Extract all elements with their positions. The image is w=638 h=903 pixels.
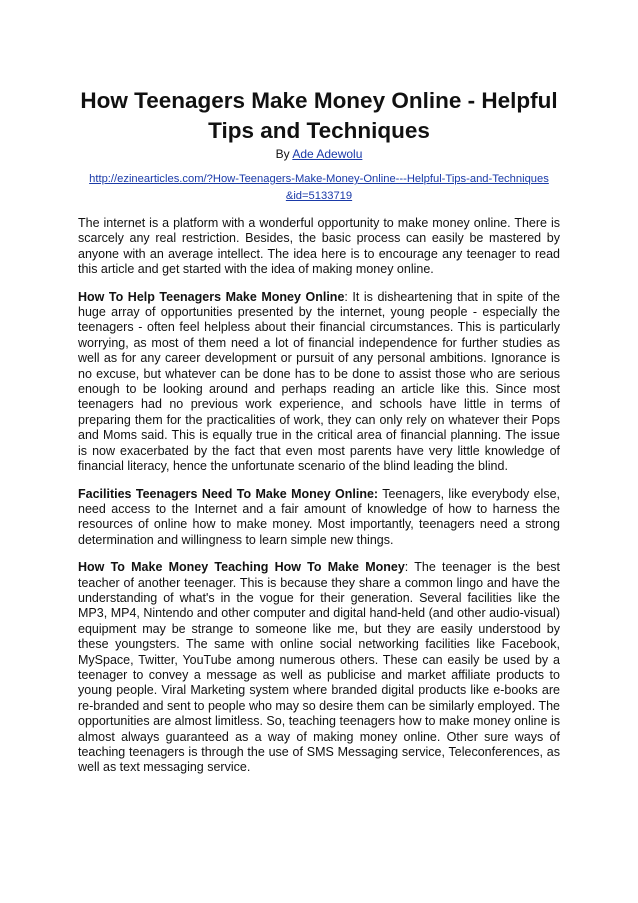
paragraph-text: : The teenager is the best teacher of another teenager. This is because they share a common lingo and have the understanding of what's in the vogue for their generation. Several facilities like the MP3, MP4, Nintendo and other computer and digital hand-held (and other audio-visual) equipment may be strange to someone like me, but they are easily understood by these youngsters. The same with online social networking facilities like Facebook, MySpace, Twitter, YouTube among numerous others. These can easily be used by a teenager to convey a message as well as publicise and market affiliate products to young people. Viral Marketing system where branded digital products like e-books are re-branded and sent to people who may so desire them can be similarly employed. The opportunities are almost limitless. So, teaching teenagers how to make money online is almost always guaranteed as a way of making money online. Other sure ways of teaching teenagers is through the use of SMS Messaging service, Teleconferences, as well as text messaging service. [78, 560, 560, 775]
intro-paragraph [78, 216, 560, 278]
help-teenagers-paragraph [78, 290, 560, 475]
byline-label: By [275, 147, 290, 161]
source-url-link[interactable]: http://ezinearticles.com/?How-Teenagers-Make-Money-Online---Helpful-Tips-and-Techniques&id=5133719 [89, 173, 549, 202]
author-link[interactable]: Ade Adewolu [292, 147, 363, 161]
paragraph-heading: How To Help Teenagers Make Money Online [78, 289, 345, 304]
article-title: How Teenagers Make Money Online - Helpful Tips and Techniques [80, 88, 558, 143]
teaching-paragraph [78, 560, 560, 776]
article-body [78, 216, 560, 788]
byline [0, 146, 638, 162]
paragraph-heading: Facilities Teenagers Need To Make Money Online: [78, 486, 379, 501]
facilities-paragraph [78, 487, 560, 549]
paragraph-heading: How To Make Money Teaching How To Make Money [78, 560, 405, 575]
paragraph-text: : It is disheartening that in spite of the huge array of opportunities presented by the internet, young people - especially the teenagers - often feel helpless about their financial circumstances. This is particularly worrying, as most of them need a lot of financial independence for further studies as well as for any career development or pursuit of any personal ambitions. Ignorance is no excuse, but whatever can be done has to be done to assist those who are serious enough to be looking around and perhaps reading an article like this. Since most teenagers had no previous work experience, and schools have little in terms of preparing them for the practicalities of work, they can only rely on whatever their Pops and Moms said. This is equally true in the critical area of financial planning. The issue is now exacerbated by the fact that even most parents have very little knowledge of financial literacy, hence the unfortunate scenario of the blind leading the blind. [78, 289, 560, 474]
paragraph-text: Teenagers, like everybody else, need access to the Internet and a fair amount of knowledge of how to harness the resources of online how to make money. Most importantly, teenagers need a strong determination and willingness to learn simple new things. [78, 486, 560, 547]
paragraph-text: The internet is a platform with a wonderful opportunity to make money online. There is scarcely any real restriction. Besides, the basic process can easily be mastered by anyone with an average intellect. The idea here is to encourage any teenager to read this article and get started with the idea of making money online. [78, 216, 560, 277]
